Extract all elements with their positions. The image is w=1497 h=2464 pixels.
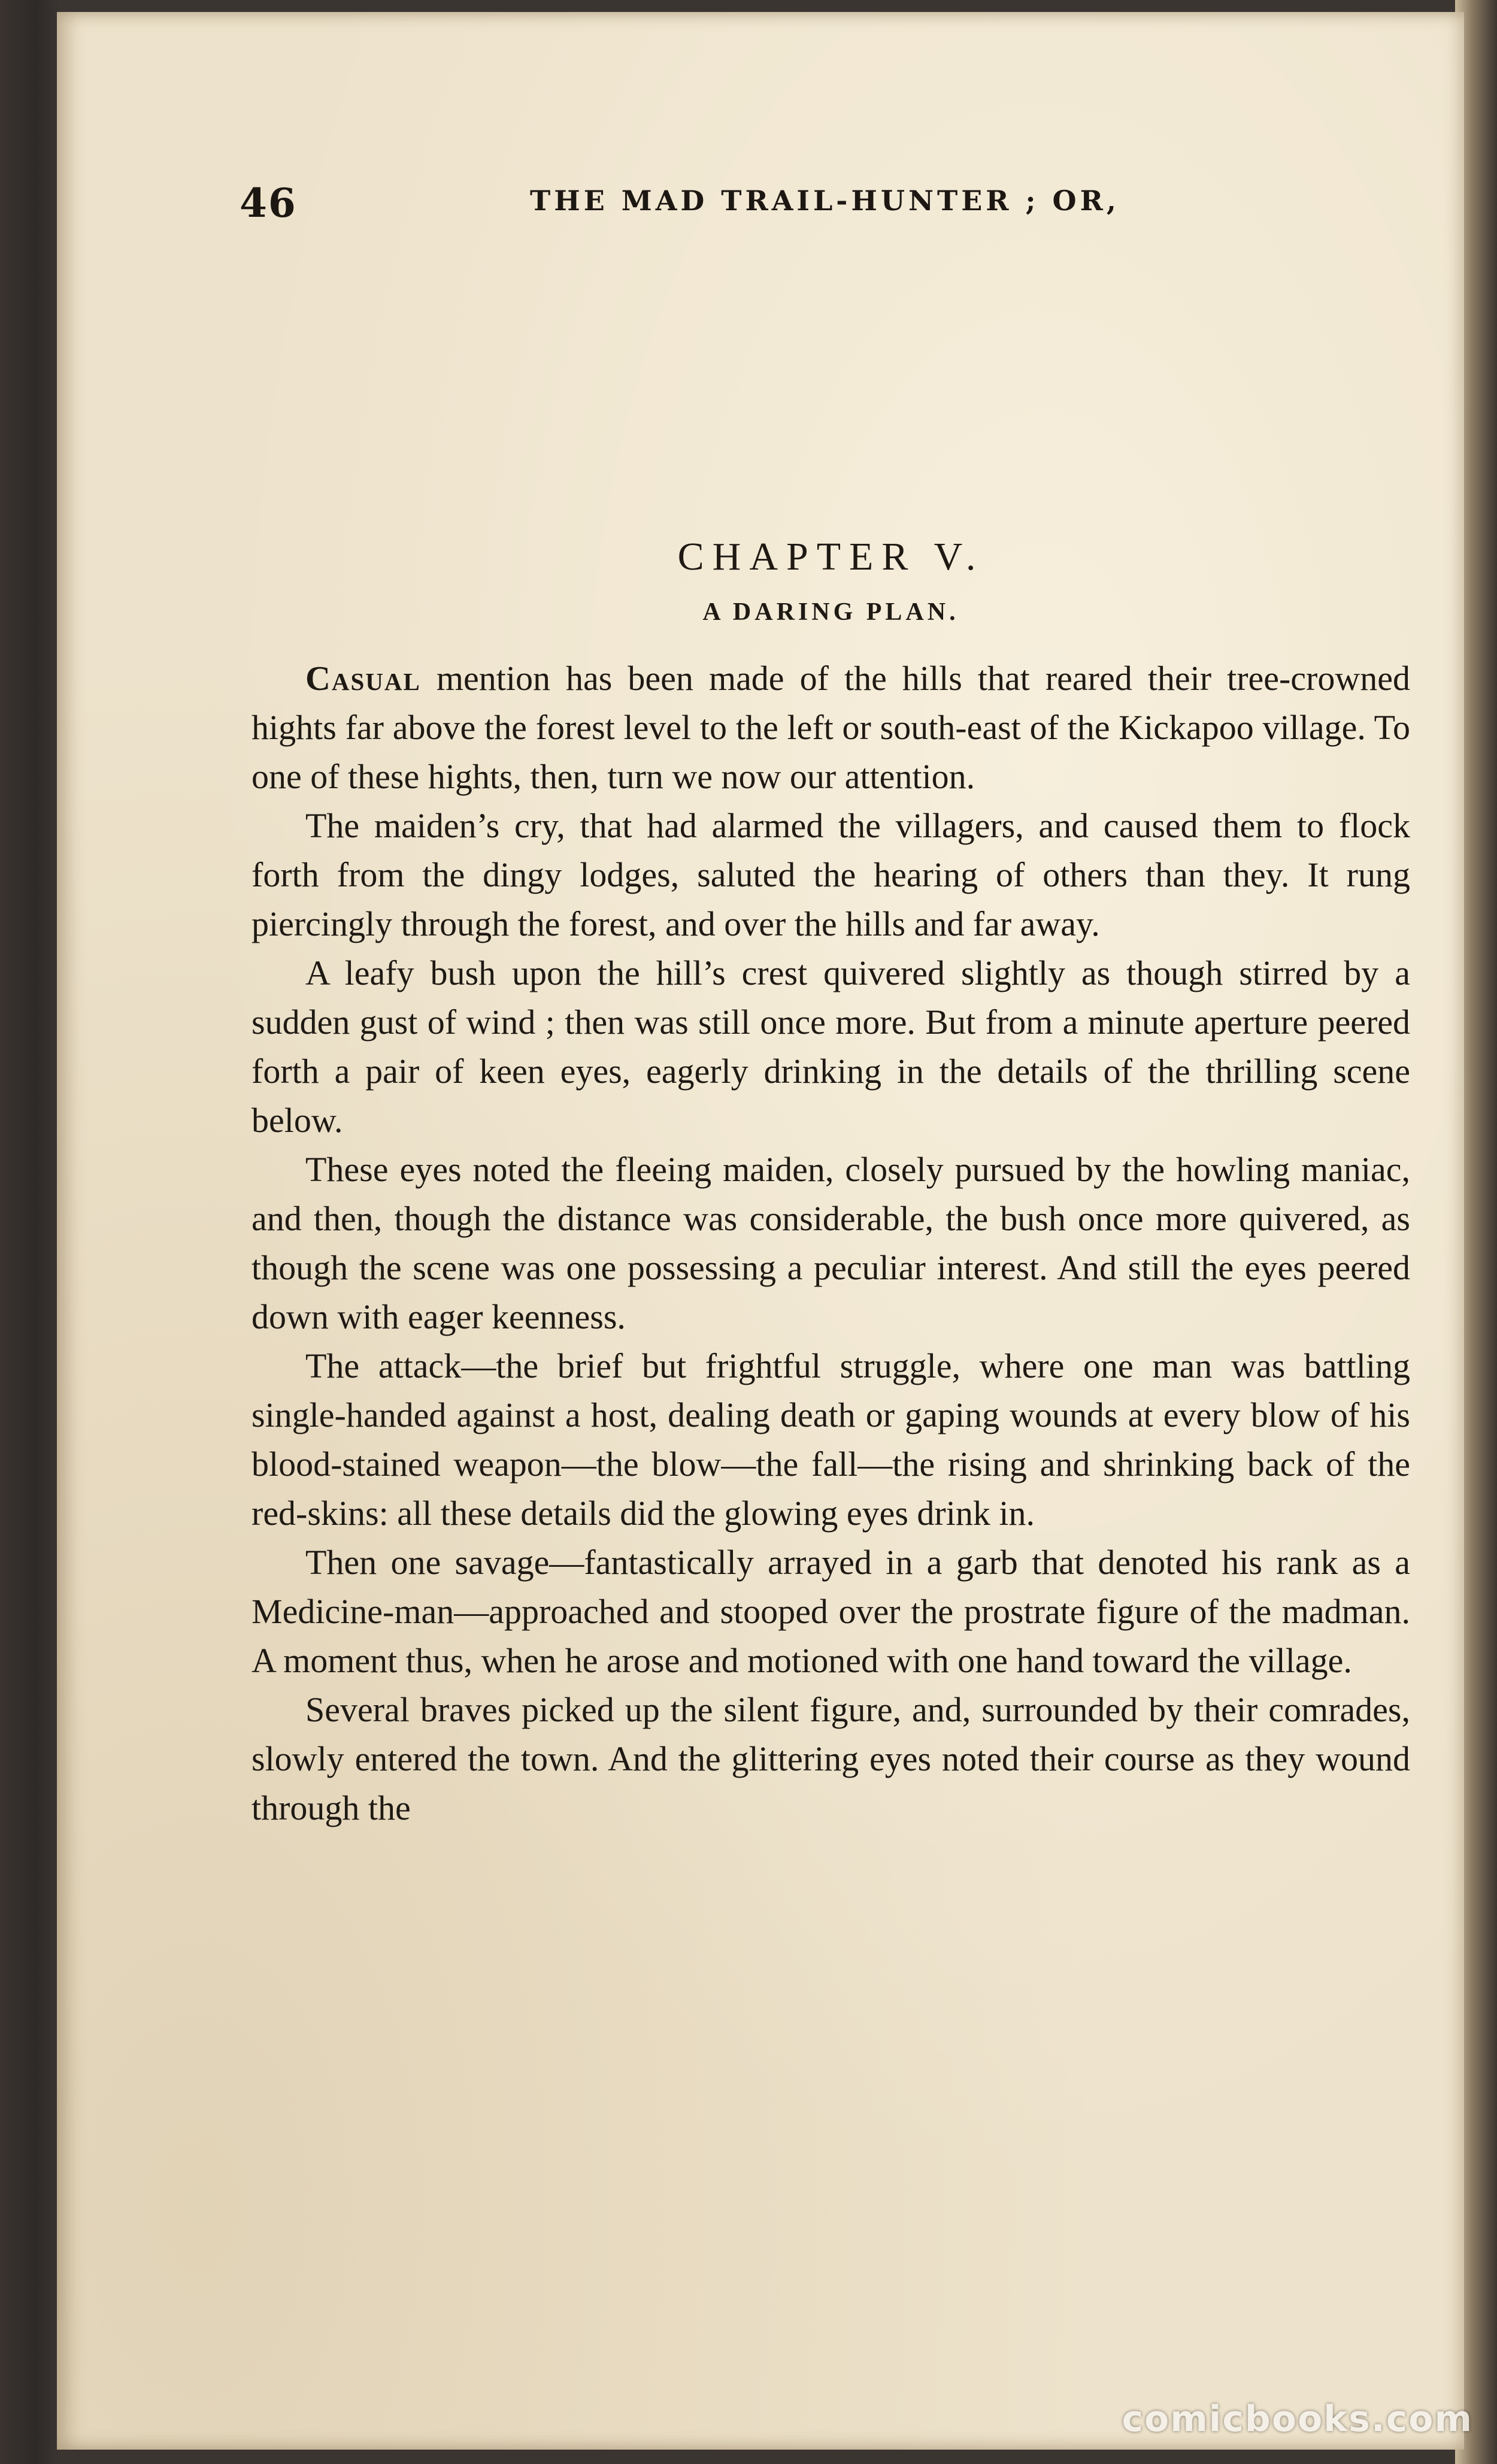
paragraph-text: Several braves picked up the silent figure, and, surrounded by their comrades, slowly entered the town. And the glittering eyes noted their course as they wound through the [251,1690,1410,1827]
paragraph [251,1145,1410,1342]
chapter-title: CHAPTER V. [677,535,984,579]
running-head-title: THE MAD TRAIL-HUNTER ; OR, [530,184,1120,217]
paragraph-lead-word: Casual [305,659,421,698]
paragraph [251,654,1410,801]
paragraph-text: The attack—the brief but frightful struggle, where one man was battling single-handed against a host, dealing death or gaping wounds at every blow of his blood-stained weapon—the blow—the fall—the rising and shrinking back of the red-skins: all these details did the glowing eyes drink in. [251,1346,1410,1533]
running-head [240,180,1407,228]
paragraph [251,1538,1410,1685]
paragraph [251,1342,1410,1538]
paragraph-text: Then one savage—fantastically arrayed in a garb that denoted his rank as a Medicine-man—approached and stooped over the prostrate figure of the madman. A moment thus, when he arose and motioned with one hand toward the village. [251,1543,1410,1680]
paragraph-text: These eyes noted the fleeing maiden, closely pursued by the howling maniac, and then, though the distance was considerable, the bush once more quivered, as though the scene was one possessing a peculiar interest. And still the eyes peered down with eager keenness. [251,1150,1410,1336]
paragraph-text: mention has been made of the hills that reared their tree-crowned hights far above the forest level to the left or south-east of the Kickapoo village. To one of these hights, then, turn we now our attention. [251,659,1410,796]
paragraph-text: The maiden’s cry, that had alarmed the villagers, and caused them to flock forth from the dingy lodges, saluted the hearing of others than they. It rung piercingly through the forest, and over the hills and far away. [251,806,1410,943]
paragraph-text: A leafy bush upon the hill’s crest quivered slightly as though stirred by a sudden gust of wind ; then was still once more. But from a minute aperture peered forth a pair of keen eyes, eagerly drinking in the details of the thrilling scene below. [251,953,1410,1140]
watermark: comicbooks.com [1122,2398,1473,2440]
paragraph [251,949,1410,1145]
paragraph [251,801,1410,949]
chapter-body [251,533,1410,1833]
page-number: 46 [240,180,297,226]
chapter-subtitle: A DARING PLAN. [702,598,959,626]
paragraph [251,1685,1410,1833]
